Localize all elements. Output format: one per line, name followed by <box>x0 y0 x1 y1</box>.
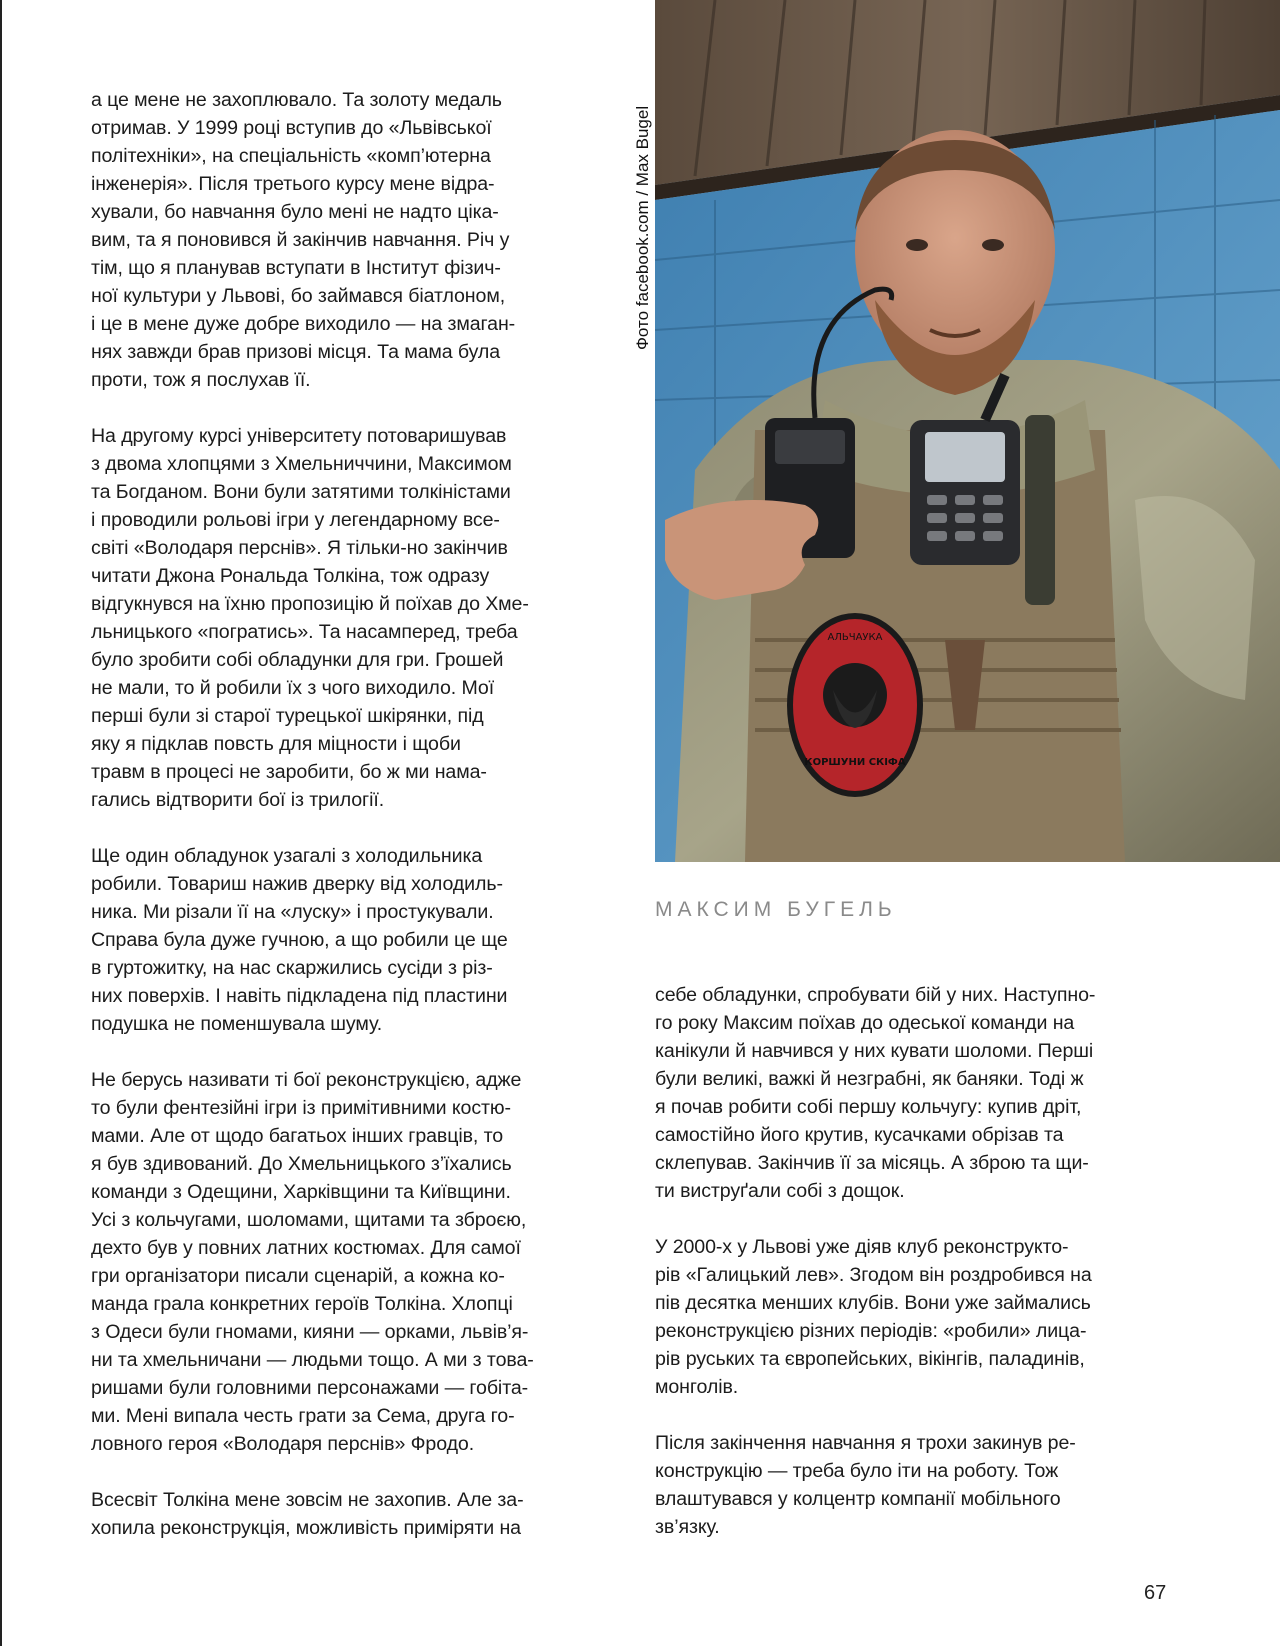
text-line: них поверхів. І навіть підкладена під пластини <box>91 985 508 1007</box>
text-line: я почав робити собі першу кольчугу: купив дріт, <box>655 1096 1082 1118</box>
text-line: мами. Але от щодо багатьох інших гравців, то <box>91 1125 504 1147</box>
text-line: гались відтворити бої із трилогії. <box>91 789 385 811</box>
text-line: з Одеси були гномами, кияни — орками, львів’я- <box>91 1321 529 1343</box>
text-line: я був здивований. До Хмельницького з’їхались <box>91 1153 512 1175</box>
text-line: На другому курсі університету потоваришував <box>91 425 507 447</box>
text-line: інженерія». Після третього курсу мене відра- <box>91 173 495 195</box>
text-line: яку я підклав повсть для міцности і щоби <box>91 733 461 755</box>
text-line: ни та хмельничани — людьми тощо. А ми з това- <box>91 1349 534 1371</box>
text-line: дехто був у повних латних костюмах. Для самої <box>91 1237 521 1259</box>
text-line: конструкцію — треба було іти на роботу. Тож <box>655 1460 1059 1482</box>
paragraph-gap <box>91 1038 591 1066</box>
text-line: самостійно його крутив, кусачками обрізав та <box>655 1124 1064 1146</box>
text-line: і проводили рольові ігри у легендарному все- <box>91 509 500 531</box>
text-line: ної культури у Львові, бо займався біатлоном, <box>91 285 506 307</box>
text-line: подушка не поменшувала шуму. <box>91 1013 383 1035</box>
text-line: ришами були головними персонажами — гобіта- <box>91 1377 529 1399</box>
text-line: вим, та я поновився й закінчив навчання. Річ у <box>91 229 510 251</box>
text-line: манда грала конкретних героїв Толкіна. Хлопці <box>91 1293 513 1315</box>
text-line: канікули й навчився у них кувати шоломи. Перші <box>655 1040 1094 1062</box>
patch-bottom-text: КОРШУНИ СКІФА <box>804 757 906 768</box>
text-line: проти, тож я послухав її. <box>91 369 311 391</box>
paragraph-gap <box>655 1205 1155 1233</box>
text-line: склепував. Закінчив її за місяць. А зброю та щи- <box>655 1152 1089 1174</box>
text-line: було зробити собі обладунки для гри. Грошей <box>91 649 504 671</box>
text-line: льницького «погратись». Та насамперед, треба <box>91 621 518 643</box>
text-line: У 2000-х у Львові уже діяв клуб реконструкто- <box>655 1236 1069 1258</box>
text-line: пів десятка менших клубів. Вони уже займались <box>655 1292 1091 1314</box>
text-line: рів руських та європейських, вікінгів, паладинів, <box>655 1348 1085 1370</box>
text-line: команди з Одещини, Харківщини та Київщини. <box>91 1181 511 1203</box>
text-line: рів «Галицький лев». Згодом він роздробився на <box>655 1264 1092 1286</box>
text-line: травм в процесі не заробити, бо ж ми нама- <box>91 761 487 783</box>
text-line: го року Максим поїхав до одеської команди на <box>655 1012 1075 1034</box>
unit-patch <box>787 613 923 797</box>
text-line: монголів. <box>655 1376 739 1398</box>
left-text-column <box>91 86 591 1542</box>
text-line: з двома хлопцями з Хмельниччини, Максимом <box>91 453 512 475</box>
text-line: були великі, важкі й незграбні, як баняки. Тоді ж <box>655 1068 1084 1090</box>
text-line: себе обладунки, спробувати бій у них. Наступно- <box>655 984 1096 1006</box>
text-line: отримав. У 1999 році вступив до «Львівської <box>91 117 492 139</box>
text-line: гри організатори писали сценарій, а кожна ко- <box>91 1265 505 1287</box>
text-line: ника. Ми різали її на «луску» і простукували. <box>91 901 494 923</box>
portrait-photo <box>655 0 1280 862</box>
paragraph-gap <box>91 394 591 422</box>
text-line: читати Джона Рональда Толкіна, тож одразу <box>91 565 490 587</box>
paragraph-gap <box>655 1401 1155 1429</box>
text-line: Після закінчення навчання я трохи закинув ре- <box>655 1432 1076 1454</box>
text-line: ти виструґали собі з дощок. <box>655 1180 905 1202</box>
text-line: хували, бо навчання було мені не надто ціка- <box>91 201 499 223</box>
page-number: 67 <box>1144 1582 1167 1604</box>
text-line: влаштувався у колцентр компанії мобільного <box>655 1488 1061 1510</box>
text-line: ми. Мені випала честь грати за Сема, друга го- <box>91 1405 515 1427</box>
text-line: світі «Володаря перснів». Я тільки-но закінчив <box>91 537 508 559</box>
text-line: політехніки», на спеціальність «комп’ютерна <box>91 145 491 167</box>
text-line: не мали, то й робили їх з чого виходило. Мої <box>91 677 495 699</box>
text-line: робили. Товариш нажив дверку від холодиль- <box>91 873 503 895</box>
knife-sheath <box>1025 415 1055 605</box>
page-edge-line <box>0 0 2 1646</box>
patch-top-text: АЛЬЧАУКА <box>827 632 883 643</box>
text-line: і це в мене дуже добре виходило — на змаган- <box>91 313 516 335</box>
right-text-column <box>655 981 1155 1541</box>
text-line: перші були зі старої турецької шкірянки, під <box>91 705 484 727</box>
text-line: Справа була дуже гучною, а що робили це ще <box>91 929 508 951</box>
text-line: відгукнувся на їхню пропозицію й поїхав до Хме- <box>91 593 529 615</box>
text-line: то були фентезійні ігри із примітивними костю- <box>91 1097 511 1119</box>
text-line: ловного героя «Володаря перснів» Фродо. <box>91 1433 475 1455</box>
text-line: нях завжди брав призові місця. Та мама була <box>91 341 500 363</box>
text-line: в гуртожитку, на нас скаржились сусіди з різ- <box>91 957 493 979</box>
text-line: Ще один обладунок узагалі з холодильника <box>91 845 483 867</box>
photo-caption: МАКСИМ БУГЕЛЬ <box>655 898 897 921</box>
paragraph-gap <box>91 814 591 842</box>
text-line: зв’язку. <box>655 1516 720 1538</box>
text-line: хопила реконструкція, можливість приміряти на <box>91 1517 521 1539</box>
text-line: тім, що я планував вступати в Інститут фізич- <box>91 257 501 279</box>
text-line: та Богданом. Вони були затятими толкіністами <box>91 481 511 503</box>
paragraph-gap <box>91 1458 591 1486</box>
text-line: Всесвіт Толкіна мене зовсім не захопив. Але за- <box>91 1489 524 1511</box>
text-line: а це мене не захоплювало. Та золоту медаль <box>91 89 502 111</box>
text-line: реконструкцією різних періодів: «робили» лица- <box>655 1320 1087 1342</box>
photo-credit: Фото facebook.com / Max Bugel <box>633 105 652 350</box>
text-line: Не берусь називати ті бої реконструкцією, адже <box>91 1069 522 1091</box>
text-line: Усі з кольчугами, шоломами, щитами та зброєю, <box>91 1209 527 1231</box>
